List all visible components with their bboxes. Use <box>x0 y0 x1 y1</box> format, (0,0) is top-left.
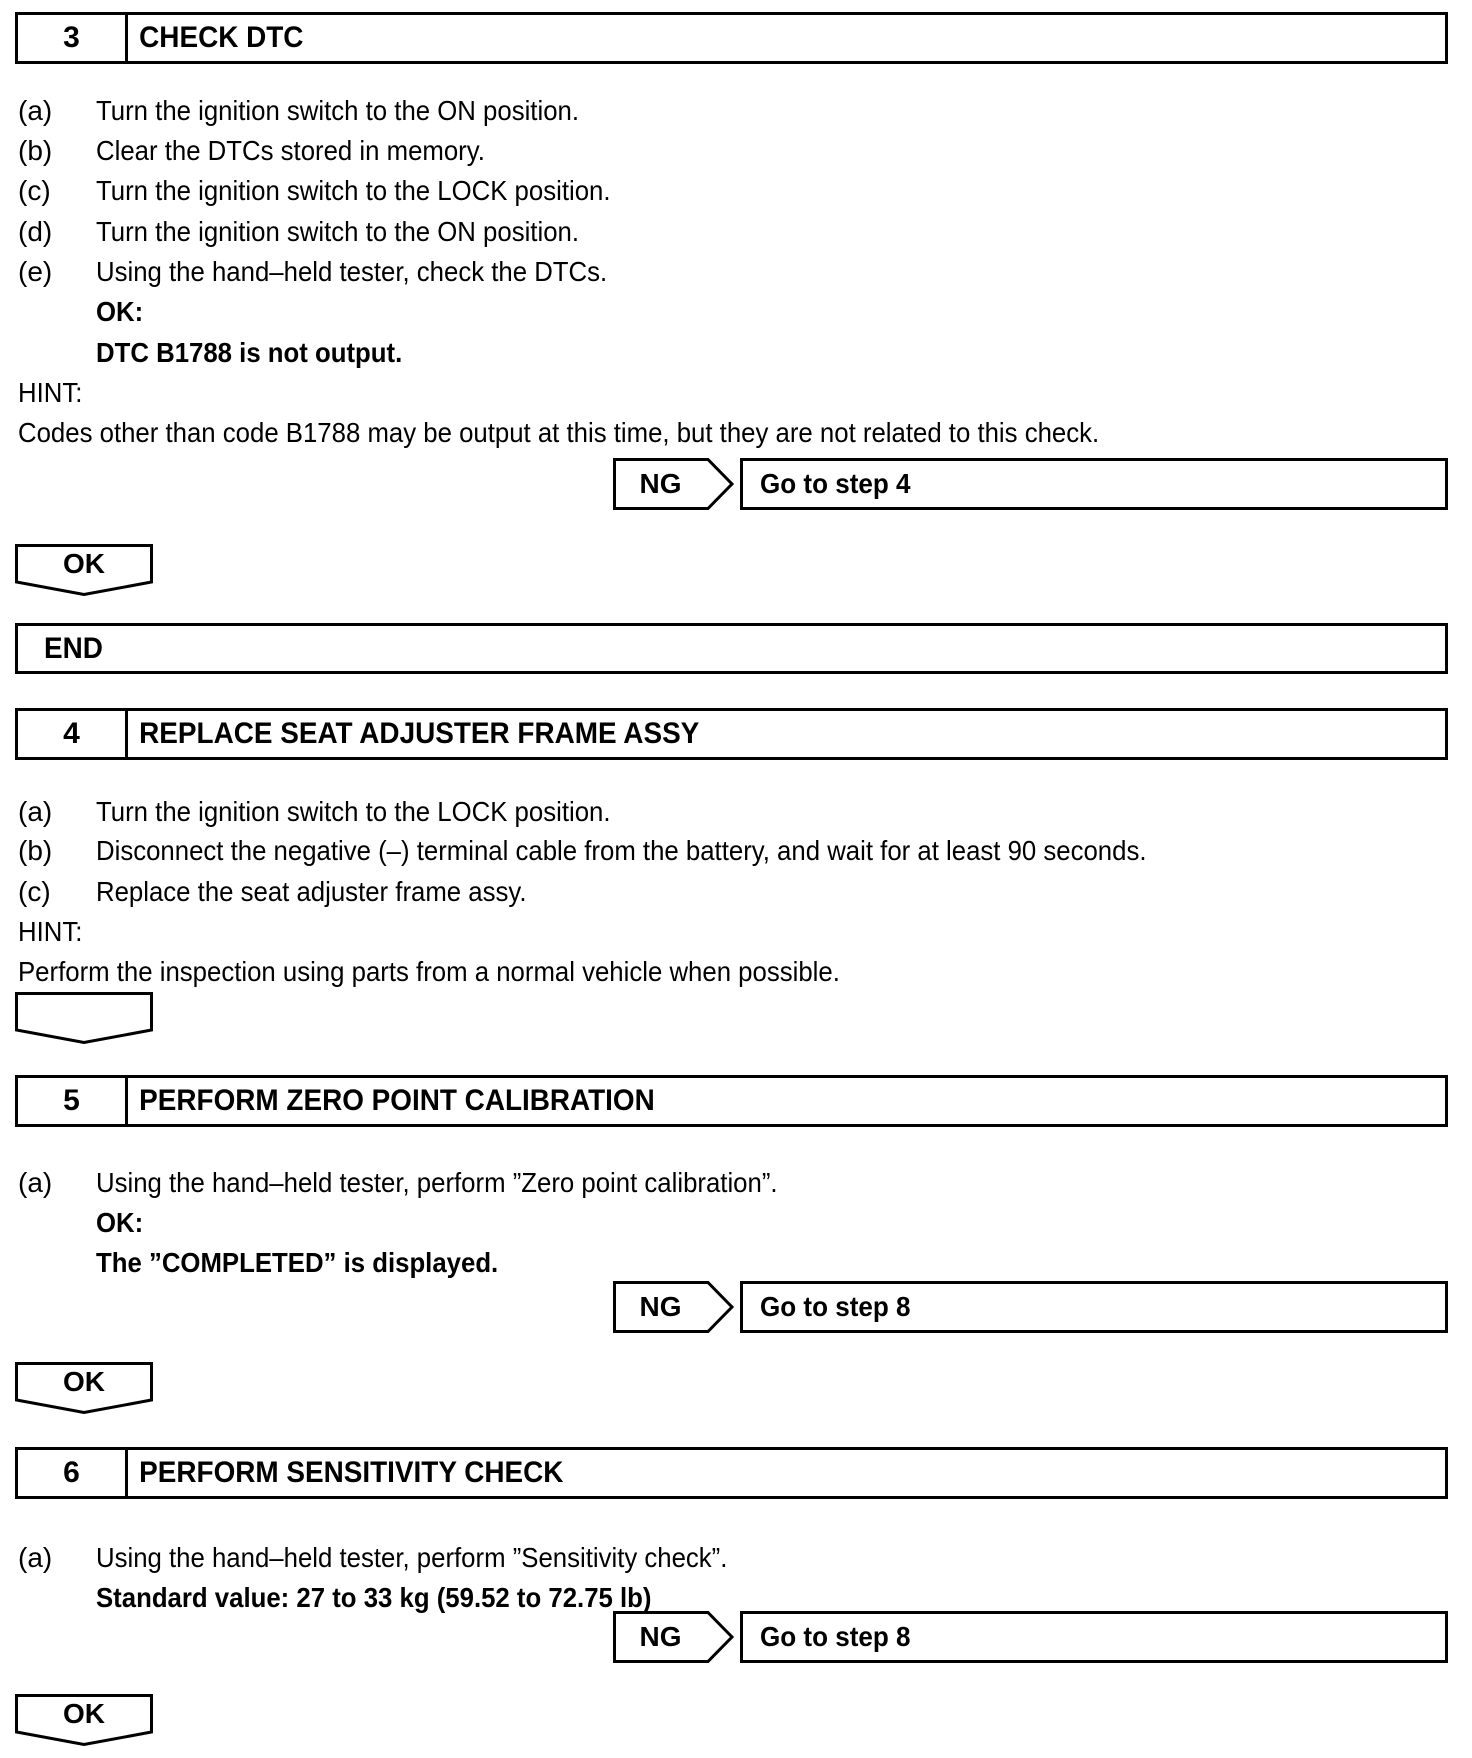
item-label: (e) <box>18 256 53 287</box>
item-label: (d) <box>18 216 53 247</box>
item-label: (a) <box>18 1167 53 1198</box>
item-label: (a) <box>18 95 53 126</box>
hint-text: Perform the inspection using parts from a normal vehicle when possible. <box>18 956 840 987</box>
ok-arrow-label: OK <box>63 1698 105 1729</box>
ok-arrow-label: OK <box>63 548 105 579</box>
ng-label: NG <box>639 1291 682 1322</box>
item-text: Disconnect the negative (–) terminal cable from the battery, and wait for at least 90 seconds. <box>96 835 1147 866</box>
item-label: (b) <box>18 835 53 866</box>
goto-step-box[interactable] <box>740 1611 1448 1663</box>
goto-step-text: Go to step 8 <box>760 1621 911 1652</box>
ng-label: NG <box>639 468 682 499</box>
ok-criteria-label: OK: <box>96 1207 144 1238</box>
item-label: (b) <box>18 135 53 166</box>
ng-arrow <box>613 458 733 510</box>
item-label: (a) <box>18 796 53 827</box>
ok-criteria-spec: DTC B1788 is not output. <box>96 337 403 368</box>
item-text: Clear the DTCs stored in memory. <box>96 135 485 166</box>
step-4-header <box>15 708 1448 760</box>
item-label: (c) <box>18 175 51 206</box>
continue-arrow-label <box>15 992 153 1032</box>
item-text: Turn the ignition switch to the ON position. <box>96 216 579 247</box>
ng-arrow <box>613 1281 733 1333</box>
end-label: END <box>44 631 103 665</box>
ok-arrow <box>15 1362 153 1414</box>
ok-arrow-label: OK <box>63 1366 105 1397</box>
item-text: Using the hand–held tester, check the DTCs. <box>96 256 608 287</box>
goto-step-box[interactable] <box>740 1281 1448 1333</box>
goto-step-box[interactable] <box>740 458 1448 510</box>
item-text: Turn the ignition switch to the LOCK position. <box>96 796 611 827</box>
step-number: 3 <box>18 15 128 61</box>
step-5-header <box>15 1075 1448 1127</box>
item-text: Replace the seat adjuster frame assy. <box>96 876 527 907</box>
end-box <box>15 623 1448 674</box>
standard-value: Standard value: 27 to 33 kg (59.52 to 72.75 lb) <box>96 1582 652 1613</box>
continue-arrow <box>15 992 153 1044</box>
ok-criteria-spec: The ”COMPLETED” is displayed. <box>96 1247 499 1278</box>
hint-text: Codes other than code B1788 may be output at this time, but they are not related to this check. <box>18 417 1100 448</box>
ng-label: NG <box>639 1621 682 1652</box>
goto-step-text: Go to step 4 <box>760 468 911 499</box>
item-text: Turn the ignition switch to the ON position. <box>96 95 579 126</box>
hint-label: HINT: <box>18 916 83 947</box>
step-6-header <box>15 1447 1448 1499</box>
step-number: 6 <box>18 1450 128 1496</box>
ng-arrow <box>613 1611 733 1663</box>
step-3-header <box>15 12 1448 64</box>
step-title: PERFORM SENSITIVITY CHECK <box>139 1456 564 1489</box>
step-title: PERFORM ZERO POINT CALIBRATION <box>139 1084 655 1117</box>
ok-criteria-label: OK: <box>96 296 144 327</box>
item-label: (a) <box>18 1542 53 1573</box>
step-title: CHECK DTC <box>139 21 304 54</box>
item-text: Using the hand–held tester, perform ”Sensitivity check”. <box>96 1542 728 1573</box>
goto-step-text: Go to step 8 <box>760 1291 911 1322</box>
item-text: Using the hand–held tester, perform ”Zero point calibration”. <box>96 1167 778 1198</box>
ok-arrow <box>15 544 153 596</box>
hint-label: HINT: <box>18 377 83 408</box>
item-text: Turn the ignition switch to the LOCK position. <box>96 175 611 206</box>
step-number: 5 <box>18 1078 128 1124</box>
step-number: 4 <box>18 711 128 757</box>
item-label: (c) <box>18 876 51 907</box>
step-title: REPLACE SEAT ADJUSTER FRAME ASSY <box>139 717 700 750</box>
ok-arrow <box>15 1694 153 1746</box>
